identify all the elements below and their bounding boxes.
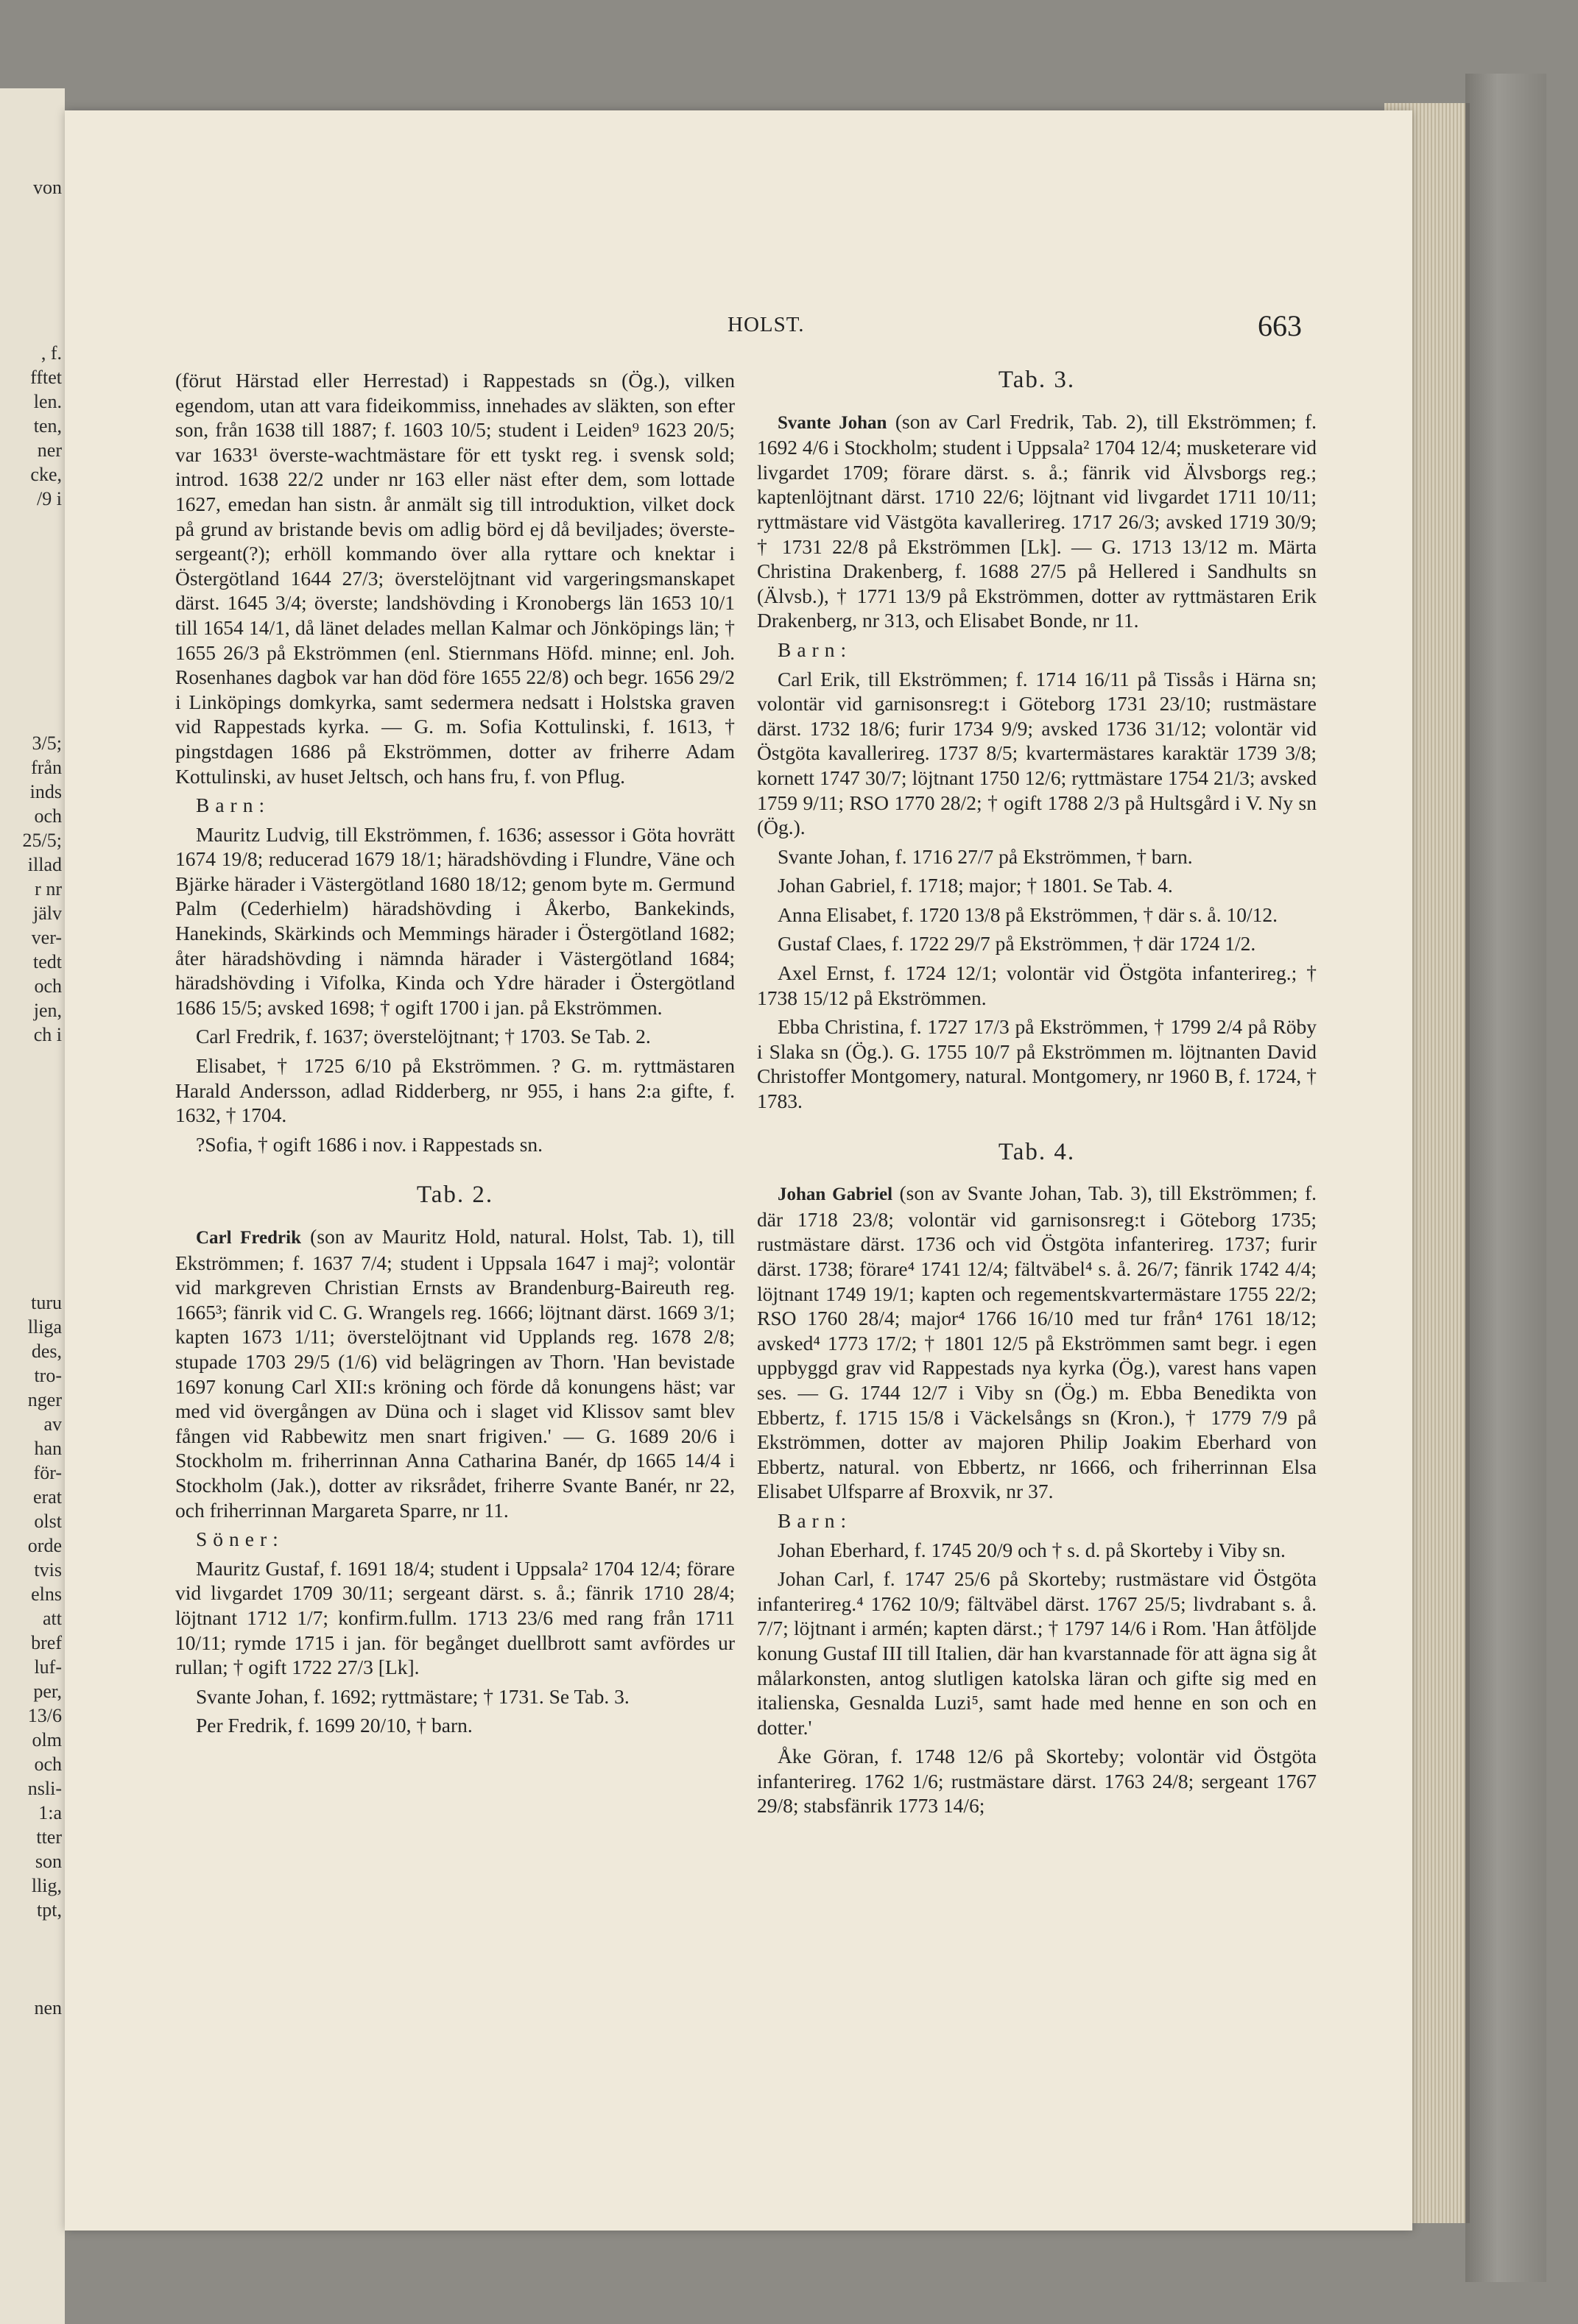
previous-page-edge: [0, 88, 65, 2324]
prev-page-fragment: ten,: [33, 415, 62, 437]
child-entry: Åke Göran, f. 1748 12/6 på Skorteby; volontär vid Östgöta infanterireg. 1762 1/6; rustmästare därst. 1763 24/8; sergeant 1767 29/8; stabsfänrik 1773 14/6;: [757, 1745, 1317, 1818]
prev-page-fragment: tvis: [34, 1559, 62, 1580]
prev-page-fragment: nger: [27, 1389, 62, 1410]
prev-page-fragment: av: [43, 1413, 62, 1435]
prev-page-fragment: tpt,: [37, 1899, 62, 1921]
prev-page-fragment: jälv: [33, 903, 62, 924]
children-heading: Barn:: [778, 637, 853, 661]
prev-page-fragment: son: [35, 1851, 62, 1872]
prev-page-fragment: illad: [27, 854, 62, 875]
child-entry: Johan Eberhard, f. 1745 20/9 och † s. d. på Skorteby i Viby sn.: [778, 1538, 1286, 1561]
prev-page-fragment: von: [33, 177, 62, 198]
entry-name: Carl Fredrik: [196, 1228, 301, 1248]
prev-page-fragment: han: [34, 1438, 62, 1459]
tab-heading: Tab. 3.: [998, 367, 1076, 393]
prev-page-fragment: des,: [31, 1341, 62, 1362]
prev-page-fragment: len.: [33, 391, 62, 412]
prev-page-fragment: tro-: [34, 1365, 62, 1386]
entry-text: (son av Svante Johan, Tab. 3), till Ekströmmen; f. där 1718 23/8; volontär vid garnisonsreg:t i Göteborg 1735; rustmästare därst. 1736 och vid Östgöta infanterireg. 1737; furir därst. 1738; förare⁴ 1741 12/4; fältväbel⁴ s. å. 26/7; fänrik 1742 4/4; löjtnant 1749 19/1; kapten och regementskvartermästare 1755 22/2; RSO 1760 28/4; major⁴ 1766 16/10 med tur från⁴ 1761 18/12; avsked⁴ 1773 17/2; † 1801 12/5 på Ekströmmen samt begr. i egen uppbyggd grav vid Rappestads nya kyrka (Ög.), varest hans vapen ses. — G. 1744 12/7 i Viby sn (Ög.) m. Ebba Benedikta von Ebbertz, f. 1715 15/8 i Väckelsångs sn (Kron.), † 1779 7/9 på Ekströmmen, dotter av majoren Philip Joakim Eberhard von Ebbertz, natural. von Ebbertz, nr 1666, och friherrinnan Elsa Elisabet Ulfsparre af Broxvik, nr 37.: [757, 1182, 1317, 1503]
prev-page-fragment: för-: [33, 1462, 62, 1483]
prev-page-fragment: inds: [29, 781, 62, 802]
child-entry: ?Sofia, † ogift 1686 i nov. i Rappestads sn.: [196, 1132, 543, 1156]
child-entry: Carl Fredrik, f. 1637; överstelöjtnant; † 1703. Se Tab. 2.: [196, 1025, 651, 1048]
prev-page-fragment: luf-: [34, 1656, 62, 1678]
prev-page-fragment: ver-: [31, 927, 62, 948]
prev-page-fragment: jen,: [33, 1000, 62, 1021]
intro-paragraph: (förut Härstad eller Herrestad) i Rappestads sn (Ög.), vilken egendom, utan att vara fideikommiss, innehades av släkten, son efter son, från 1638 till 1887; f. 1603 10/5; student i Leiden⁹ 1623 20/5; var 1633¹ överste-wachtmästare för ett tyskt reg. i svensk sold; introd. 1638 22/2 under nr 163 eller näst efter dem, som lottade 1627, emedan han sistn. år anmält sig till introduktion, vilket dock på grund av bristande bevis om adlig börd ej då beviljades; överste-sergeant(?); erhöll kommando över alla ryttare och knektar i Östergötland 1644 27/3; överstelöjtnant vid vargeringsmanskapet därst. 1645 3/4; överste; landshövding i Kronobergs län 1653 10/1 till 1654 14/1, då länet delades mellan Kalmar och Jönköpings län; † 1655 26/3 på Ekströmmen (enl. Stiernmans Höfd. minne; enl. Joh. Rosenhanes dagbok var han död före 1655 22/8) och begr. 1656 29/2 i Linköpings domkyrka, samt sedermera nedsatt i Holstska graven vid Rappestads kyrka. — G. m. Sofia Kottulinski, f. 1613, † pingstdagen 1686 på Ekströmmen, dotter av friherre Adam Kottulinski, av huset Jeltsch, och hans fru, f. von Pflug.: [175, 369, 735, 788]
prev-page-fragment: 1:a: [38, 1802, 62, 1823]
prev-page-fragment: och: [34, 805, 62, 827]
prev-page-fragment: och: [34, 975, 62, 997]
child-entry: Svante Johan, f. 1716 27/7 på Ekströmmen, † barn.: [778, 844, 1193, 868]
child-entry: Mauritz Ludvig, till Ekströmmen, f. 1636; assessor i Göta hovrätt 1674 19/8; reducerad 1679 18/1; häradshövding i Flundre, Väne och Bjärke härader i Västergötland 1680 18/12; genom byte m. Germund Palm (Cederhielm) häradshövding i Åkerbo, Bankekinds, Hanekinds, Skärkinds och Memmings härader i Östergötland 1682; åter häradshövding i nämnda härader i Västergötland 1684; häradshövding i Vifolka, Kinda och Ydre härader i Östergötland 1686 15/5; avsked 1698; † ogift 1700 i jan. på Ekströmmen.: [175, 822, 735, 1019]
prev-page-fragment: fftet: [30, 367, 62, 388]
child-entry: Elisabet, † 1725 6/10 på Ekströmmen. ? G. m. ryttmästaren Harald Andersson, adlad Ridderberg, nr 955, i hans 2:a gifte, f. 1632, † 1704.: [175, 1054, 735, 1127]
prev-page-fragment: tedt: [33, 951, 62, 972]
child-entry: Carl Erik, till Ekströmmen; f. 1714 16/11 på Tissås i Härna sn; volontär vid garnisonsreg:t i Göteborg 1731 23/10; rustmästare därst. 1732 18/6; furir 1734 9/9; avsked 1736 31/12; volontär vid Östgöta kavallerireg. 1737 8/5; kvartermästares karaktär 1739 3/8; kornett 1747 30/7; löjtnant 1750 12/6; ryttmästare 1754 21/3; avsked 1759 9/11; RSO 1770 28/2; † ogift 1788 2/3 på Hultsgård i V. Ny sn (Ög.).: [757, 667, 1317, 839]
sons-heading: Söner:: [196, 1527, 284, 1551]
tab-paragraph: [757, 1181, 1317, 1504]
prev-page-fragment: /9 i: [37, 488, 62, 509]
prev-page-fragment: ch i: [33, 1024, 62, 1045]
prev-page-fragment: 3/5;: [32, 732, 62, 754]
prev-page-fragment: tter: [36, 1826, 62, 1848]
children-heading: Barn:: [196, 794, 271, 817]
child-entry: Johan Gabriel, f. 1718; major; † 1801. Se Tab. 4.: [778, 874, 1173, 897]
entry-name: Johan Gabriel: [778, 1184, 893, 1205]
prev-page-fragment: olst: [34, 1511, 62, 1532]
tab-heading: Tab. 2.: [416, 1182, 494, 1209]
prev-page-fragment: per,: [33, 1681, 62, 1702]
prev-page-fragment: elns: [31, 1583, 62, 1605]
prev-page-fragment: nsli-: [27, 1778, 62, 1799]
entry-text: (son av Carl Fredrik, Tab. 2), till Ekströmmen; f. 1692 4/6 i Stockholm; student i Uppsala² 1704 12/4; musketerare vid livgardet 1709; förare därst. s. å.; fänrik vid Älvsborgs reg.; kaptenlöjtnant därst. 1710 22/6; löjtnant vid livgardet 1711 10/11; ryttmästare vid Västgöta kavallerireg. 1717 26/3; avsked 1719 30/9; † 1731 22/8 på Ekströmmen [Lk]. — G. 1713 13/12 m. Märta Christina Drakenberg, f. 1688 27/5 på Hellered i Sandhults sn (Älvsb.), † 1771 13/9 på Ekströmmen, dotter av ryttmästaren Erik Drakenberg, nr 313, och Elisabet Bonde, nr 11.: [757, 409, 1317, 632]
running-head: HOLST.: [728, 313, 805, 336]
child-entry: Gustaf Claes, f. 1722 29/7 på Ekströmmen, † där 1724 1/2.: [778, 932, 1256, 956]
prev-page-fragment: turu: [31, 1292, 62, 1313]
prev-page-fragment: ner: [37, 439, 62, 461]
child-entry: Anna Elisabet, f. 1720 13/8 på Ekströmmen, † där s. å. 10/12.: [778, 903, 1278, 926]
son-entry: Mauritz Gustaf, f. 1691 18/4; student i Uppsala² 1704 12/4; förare vid livgardet 1709 30/11; sergeant därst. s. å.; fänrik 1710 28/4; löjtnant 1712 1/7; konfirm.fullm. 1713 23/6 med rang från 1711 10/11; rymde 1715 i jan. för begånget duellbrott samt avfördes ur rullan; † ogift 1722 27/3 [Lk].: [175, 1556, 735, 1679]
prev-page-fragment: r nr: [35, 878, 62, 900]
son-entry: Per Fredrik, f. 1699 20/10, † barn.: [196, 1714, 473, 1737]
left-column: [175, 368, 735, 1742]
book-page: [65, 110, 1412, 2231]
son-entry: Svante Johan, f. 1692; ryttmästare; † 1731. Se Tab. 3.: [196, 1684, 630, 1708]
child-entry: Axel Ernst, f. 1724 12/1; volontär vid Östgöta infanterireg.; † 1738 15/12 på Ekströmmen.: [757, 961, 1317, 1009]
prev-page-fragment: 13/6: [27, 1705, 62, 1726]
prev-page-fragment: lliga: [27, 1316, 62, 1338]
prev-page-fragment: bref: [31, 1632, 62, 1653]
prev-page-fragment: orde: [27, 1535, 62, 1556]
prev-page-fragment: erat: [33, 1486, 62, 1508]
entry-text: (son av Mauritz Hold, natural. Holst, Tab. 1), till Ekströmmen; f. 1637 7/4; student i Uppsala 1647 i maj²; volontär vid markgreven Christian Ernsts av Brandenburg-Baireuth reg. 1665³; fänrik vid C. G. Wrangels reg. 1666; löjtnant därst. 1669 3/1; kapten 1673 1/11; överstelöjtnant vid Upplands reg. 1678 2/8; stupade 1703 29/5 (1/6) vid belägringen av Thorn. 'Han bevistade 1697 konung Carl XII:s kröning och förde då konungens häst; var med vid övergången av Düna och i slaget vid Klissov samt blev fången vid Rabbewitz men snart frigiven.' — G. 1689 20/6 i Stockholm m. friherrinnan Anna Catharina Banér, dp 1665 14/4 i Stockholm (Jak.), dotter av riksrådet, friherre Svante Banér, nr 22, och friherrinnan Margareta Sparre, nr 11.: [175, 1225, 735, 1522]
tab-heading: Tab. 4.: [998, 1138, 1076, 1165]
tab-paragraph: [757, 409, 1317, 633]
page-number: 663: [1258, 309, 1302, 342]
children-heading: Barn:: [778, 1508, 853, 1532]
prev-page-fragment: nen: [34, 1997, 62, 2019]
prev-page-fragment: från: [31, 757, 62, 778]
entry-name: Svante Johan: [778, 412, 887, 433]
prev-page-fragment: 25/5;: [22, 830, 62, 851]
prev-page-fragment: och: [34, 1753, 62, 1775]
prev-page-fragment: att: [43, 1608, 62, 1629]
book-spine: [1465, 74, 1546, 2282]
child-entry: Johan Carl, f. 1747 25/6 på Skorteby; rustmästare vid Östgöta infanterireg.⁴ 1762 10/9; fältväbel därst. 1767 25/5; livdrabant s. å. 7/7; löjtnant i armén; kapten därst.; † 1797 14/6 i Rom. 'Han åtföljde konung Gustaf III till Italien, där han kvarstannade för att ägna sig åt målarkonsten, antog slutligen katolska läran och gifte sig med en italienska, Gesnalda Luzi⁵, samt hade med henne en son och en dotter.': [757, 1567, 1317, 1739]
child-entry: Ebba Christina, f. 1727 17/3 på Ekströmmen, † 1799 2/4 på Röby i Slaka sn (Ög.). G. 1755 10/7 på Ekströmmen m. löjtnanten David Christoffer Montgomery, natural. Montgomery, nr 1960 B, f. 1724, † 1783.: [757, 1015, 1317, 1113]
right-column: [757, 368, 1317, 1823]
tab-paragraph: [175, 1224, 735, 1522]
prev-page-fragment: llig,: [31, 1875, 62, 1896]
prev-page-fragment: cke,: [30, 464, 62, 485]
prev-page-fragment: , f.: [40, 342, 62, 364]
prev-page-fragment: olm: [32, 1729, 62, 1751]
